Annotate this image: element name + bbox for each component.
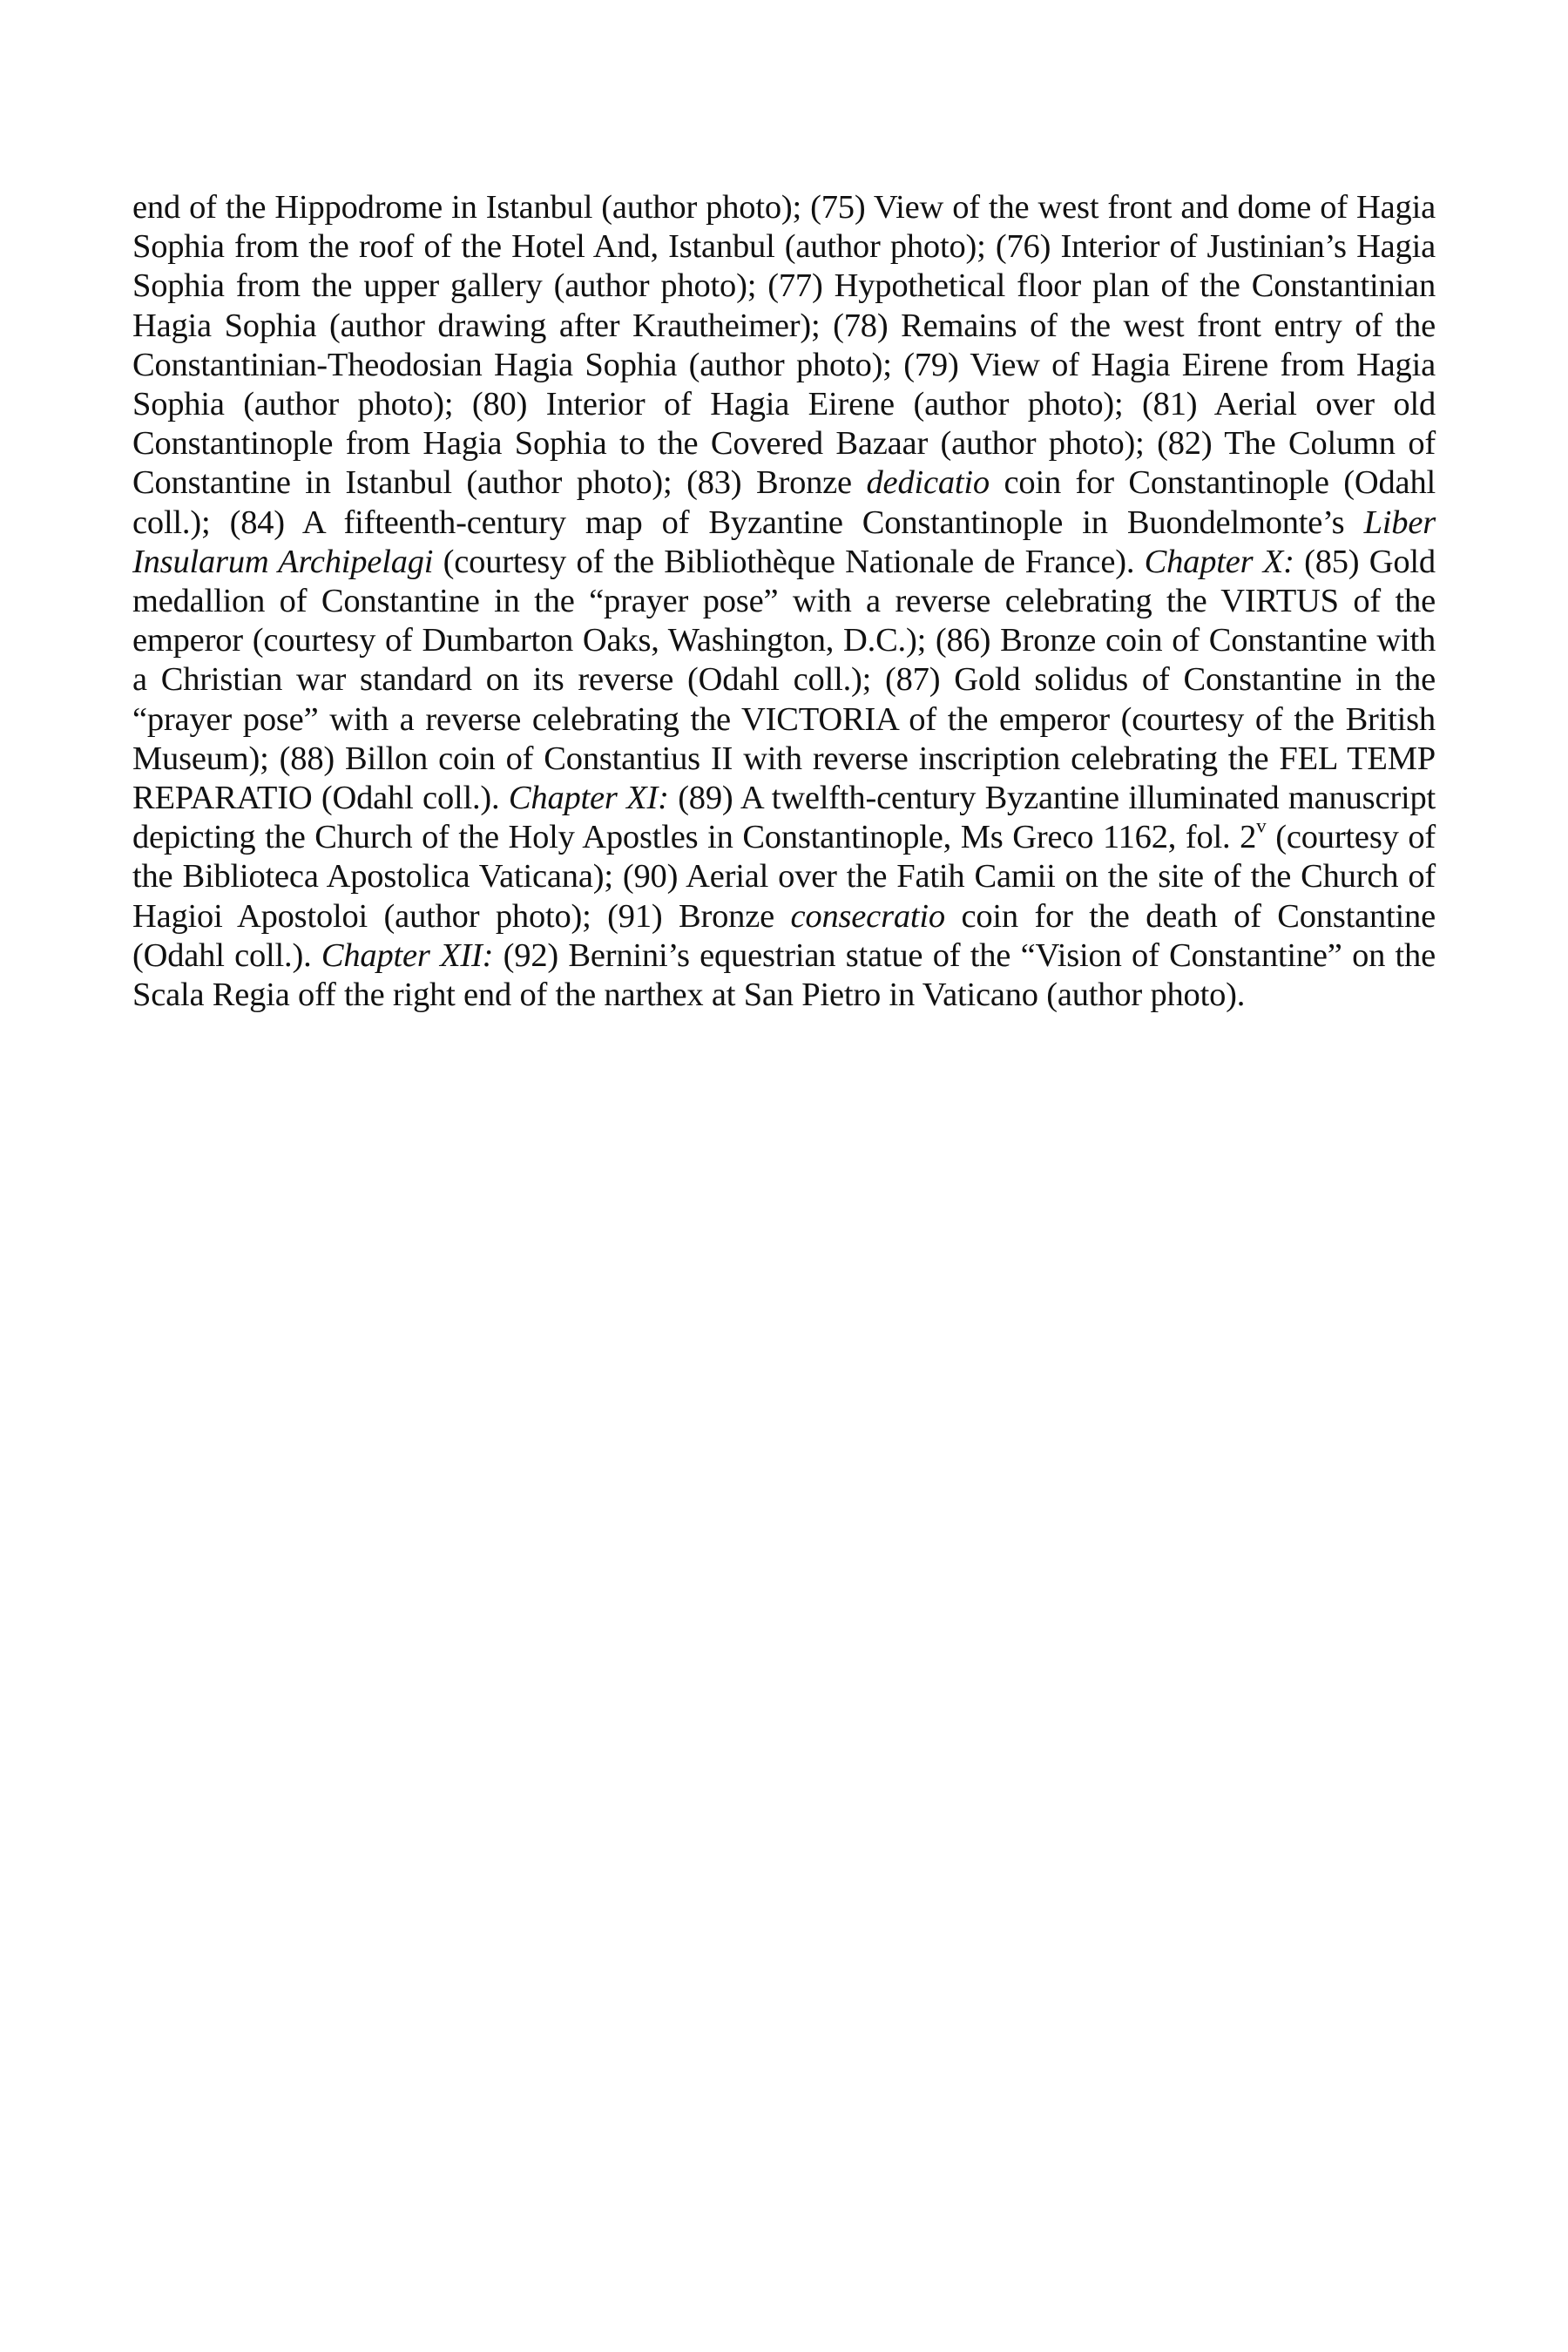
illustration-credits-text [132,188,1436,1015]
text-segment: (courtesy of the Bibliothèque Nationale de France). [433,543,1145,580]
text-segment: coin for Constantinople (Odahl coll.); (84) A fifteenth-century map of Byzantine Constantinople in Buondelmonte’s [132,464,1436,541]
credits-paragraph [132,188,1436,1015]
text-segment: (courtesy of the Biblioteca Apostolica Vaticana); (90) Aerial over the Fatih Camii on the site of the Church of Hagioi Apostoloi (author photo); (91) Bronze [132,819,1436,935]
text-segment: (89) A twelfth-century Byzantine illuminated manuscript depicting the Church of the Holy Apostles in Constantinople, Ms Greco 1162, fol. 2 [132,780,1436,856]
italic-book-title: Liber Insularum Archipelagi [132,504,1436,580]
text-segment: coin for the death of Constantine (Odahl coll.). [132,897,1436,974]
text-segment: (92) Bernini’s equestrian statue of the “Vision of Constantine” on the Scala Regia off the right end of the narthex at San Pietro in Vaticano (author photo). [132,936,1436,1014]
text-segment: (85) Gold medallion of Constantine in the “prayer pose” with a reverse celebrating the VIRTUS of the emperor (courtesy of Dumbarton Oaks, Washington, D.C.); (86) Bronze coin of Constantine with a Christian war standard on its reverse (Odahl coll.); (87) Gold solidus of Constantine in the “prayer pose” with a reverse celebrating the VICTORIA of the emperor (courtesy of the British Museum); (88) Billon coin of Constantius II with reverse inscription celebrating the FEL TEMP REPARATIO (Odahl coll.). [132,543,1436,817]
italic-term-consecratio: consecratio [790,897,945,935]
chapter-heading-x: Chapter X: [1144,543,1294,580]
italic-term-dedicatio: dedicatio [866,464,990,502]
chapter-heading-xii: Chapter XII: [321,936,494,974]
chapter-heading-xi: Chapter XI: [508,780,669,817]
superscript-verso: v [1256,814,1267,837]
text-segment: end of the Hippodrome in Istanbul (author photo); (75) View of the west front and dome of Hagia Sophia from the roof of the Hotel And, Istanbul (author photo); (76) Interior of Justinian’s Hagia Sophia from the upper gallery (author photo); (77) Hypothetical floor plan of the Constantinian Hagia Sophia (author drawing after Krautheimer); (78) Remains of the west front entry of the Constantinian-Theodosian Hagia Sophia (author photo); (79) View of Hagia Eirene from Hagia Sophia (author photo); (80) Interior of Hagia Eirene (author photo); (81) Aerial over old Constantinople from Hagia Sophia to the Covered Bazaar (author photo); (82) The Column of Constantine in Istanbul (author photo); (83) Bronze [132,189,1436,502]
